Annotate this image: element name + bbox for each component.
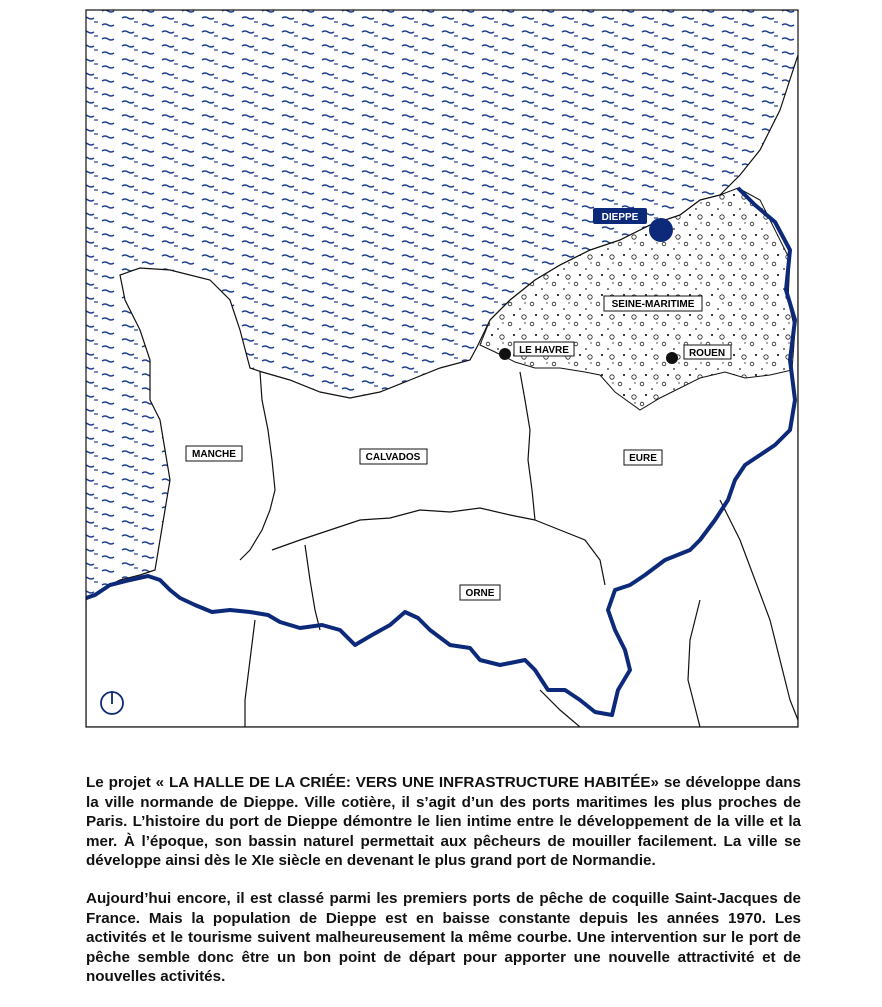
manche-label [186,446,242,461]
intro-paragraph [86,773,801,871]
eure-label [624,450,662,465]
svg-text:CALVADOS: CALVADOS [365,452,421,463]
paragraph-1: Le projet « LA HALLE DE LA CRIÉE: VERS UNE INFRASTRUCTURE HABITÉE» se développe dans la ville normande de Dieppe. Ville cotière, il s’agit d’un des ports maritimes les plus proches de Paris. L’histoire du port de Dieppe démontre le lien intime entre le développement de la ville et la mer. À l’époque, son bassin naturel permettait aux pêcheurs de mouiller facilement. La ville se développe ainsi dès le XIe siècle en devenant le plus grand port de Normandie. [86,774,801,870]
calvados-label [360,449,427,464]
rouen-label [684,345,731,359]
dieppe-label [593,208,647,224]
svg-text:SEINE-MARITIME: SEINE-MARITIME [611,299,695,310]
context-paragraph [86,889,801,987]
svg-text:EURE: EURE [629,453,657,464]
dieppe-marker [649,218,673,242]
svg-text:LE HAVRE: LE HAVRE [519,345,569,356]
seine-maritime-label [604,296,702,311]
svg-text:MANCHE: MANCHE [192,449,236,460]
le-havre-label [514,342,574,356]
rouen-marker [666,352,678,364]
svg-text:ROUEN: ROUEN [688,348,726,359]
paragraph-2: Aujourd’hui encore, il est classé parmi les premiers ports de pêche de coquille Saint-Jacques de France. Mais la population de Dieppe est en baisse constante depuis les années 1970. Les activités et le tourisme suivent malheureusement la même courbe. Une intervention sur le port de pêche semble donc être un bon point de départ pour apporter une nouvelle attractivité et de nouvelles activités. [86,890,801,986]
svg-text:ORNE: ORNE [465,588,495,599]
orne-label [460,585,500,600]
le-havre-marker [499,348,511,360]
svg-text:DIEPPE: DIEPPE [601,212,639,223]
